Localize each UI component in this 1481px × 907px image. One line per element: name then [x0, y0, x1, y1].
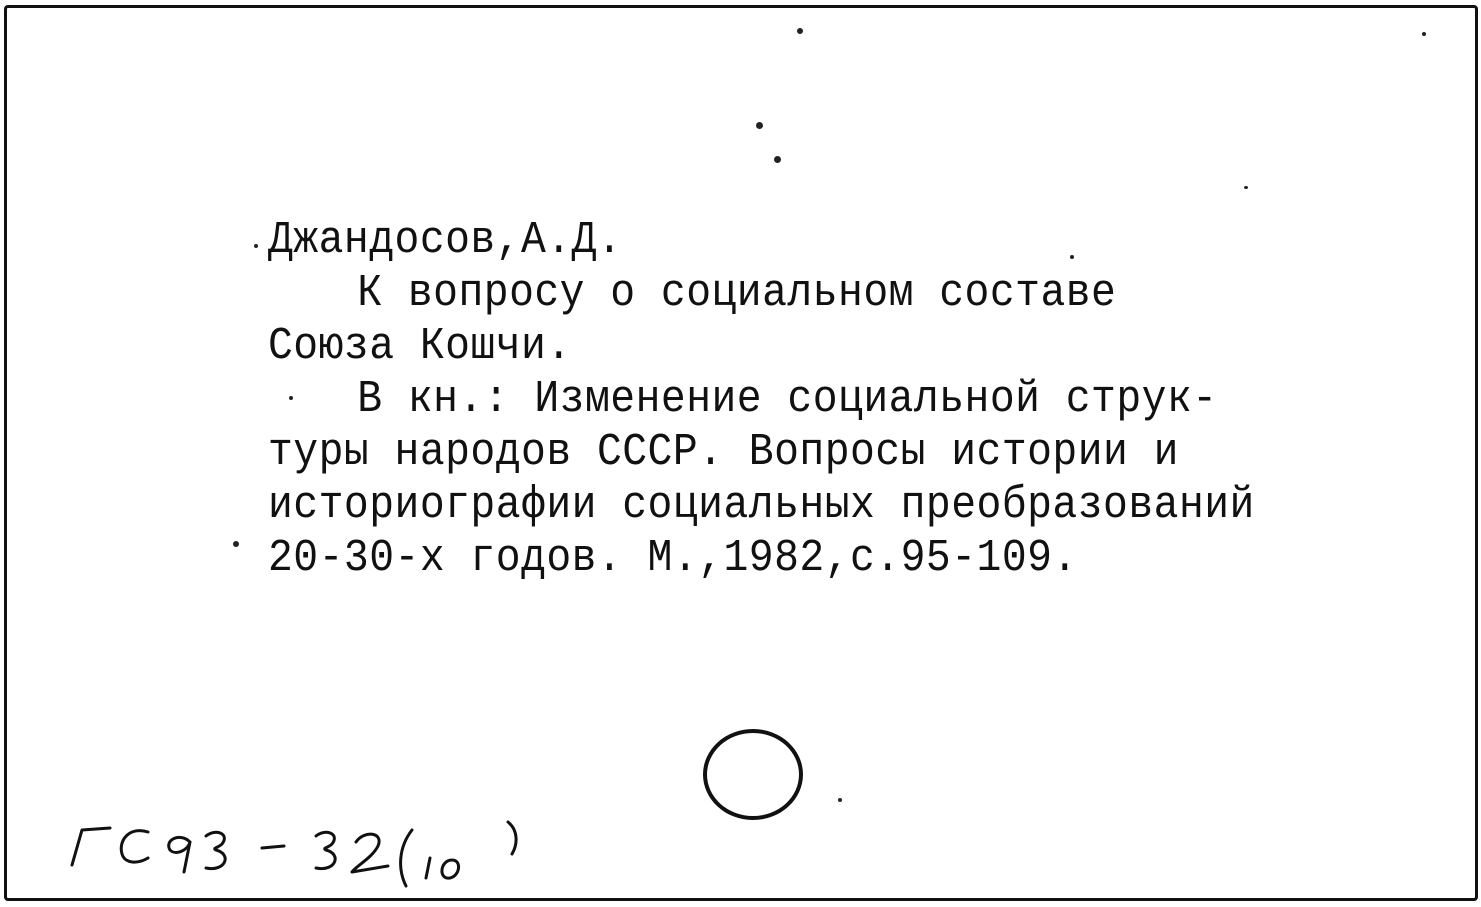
- title-line-2: Союза Кошчи.: [268, 321, 572, 372]
- source-line-2: туры народов СССР. Вопросы истории и: [268, 427, 1179, 478]
- scan-speck: [774, 156, 781, 163]
- title-line-1: К вопросу о социальном составе: [357, 268, 1117, 319]
- scan-speck: [1422, 32, 1426, 36]
- source-line-1: В кн.: Изменение социальной струк-: [357, 374, 1218, 425]
- punch-hole: [703, 729, 803, 820]
- scan-speck: [254, 244, 258, 248]
- source-line-3: историографии социальных преобразований: [268, 480, 1255, 531]
- handwritten-shelfmark: [60, 800, 540, 900]
- source-line-4: 20-30-х годов. М.,1982,с.95-109.: [268, 533, 1078, 584]
- scan-speck: [1244, 186, 1248, 189]
- scan-speck: [233, 541, 239, 547]
- scan-speck: [1070, 255, 1074, 259]
- author-line: Джандосов,А.Д.: [268, 215, 623, 266]
- bibliographic-entry: [268, 214, 1372, 585]
- scan-speck: [838, 798, 842, 802]
- scan-speck: [756, 122, 763, 129]
- scan-speck: [289, 396, 293, 400]
- scan-speck: [797, 28, 803, 34]
